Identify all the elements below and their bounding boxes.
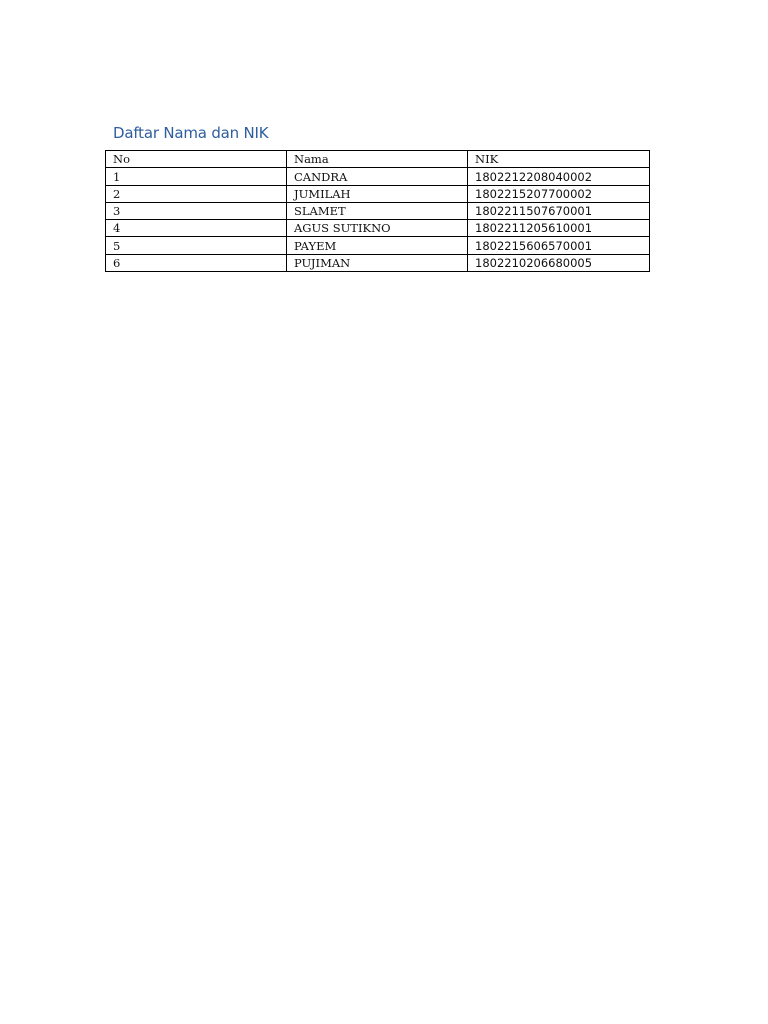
table-row (106, 237, 650, 254)
cell-nik: 1802212208040002 (468, 168, 650, 185)
cell-nik: 1802215606570001 (468, 237, 650, 254)
cell-nik: 1802211507670001 (468, 202, 650, 219)
cell-no: 6 (106, 254, 287, 271)
cell-nama: SLAMET (287, 202, 468, 219)
cell-nama: JUMILAH (287, 185, 468, 202)
table-row (106, 185, 650, 202)
cell-nama: CANDRA (287, 168, 468, 185)
cell-no: 4 (106, 220, 287, 237)
name-nik-table (105, 150, 650, 272)
table-row (106, 202, 650, 219)
column-header-nama: Nama (287, 151, 468, 168)
cell-no: 3 (106, 202, 287, 219)
cell-nama: AGUS SUTIKNO (287, 220, 468, 237)
document-title: Daftar Nama dan NIK (113, 124, 269, 142)
table-row (106, 254, 650, 271)
column-header-nik: NIK (468, 151, 650, 168)
cell-no: 1 (106, 168, 287, 185)
table-row (106, 220, 650, 237)
cell-no: 2 (106, 185, 287, 202)
table-row (106, 168, 650, 185)
cell-nik: 1802210206680005 (468, 254, 650, 271)
cell-nama: PUJIMAN (287, 254, 468, 271)
column-header-no: No (106, 151, 287, 168)
table-header-row (106, 151, 650, 168)
cell-no: 5 (106, 237, 287, 254)
cell-nik: 1802215207700002 (468, 185, 650, 202)
cell-nama: PAYEM (287, 237, 468, 254)
cell-nik: 1802211205610001 (468, 220, 650, 237)
